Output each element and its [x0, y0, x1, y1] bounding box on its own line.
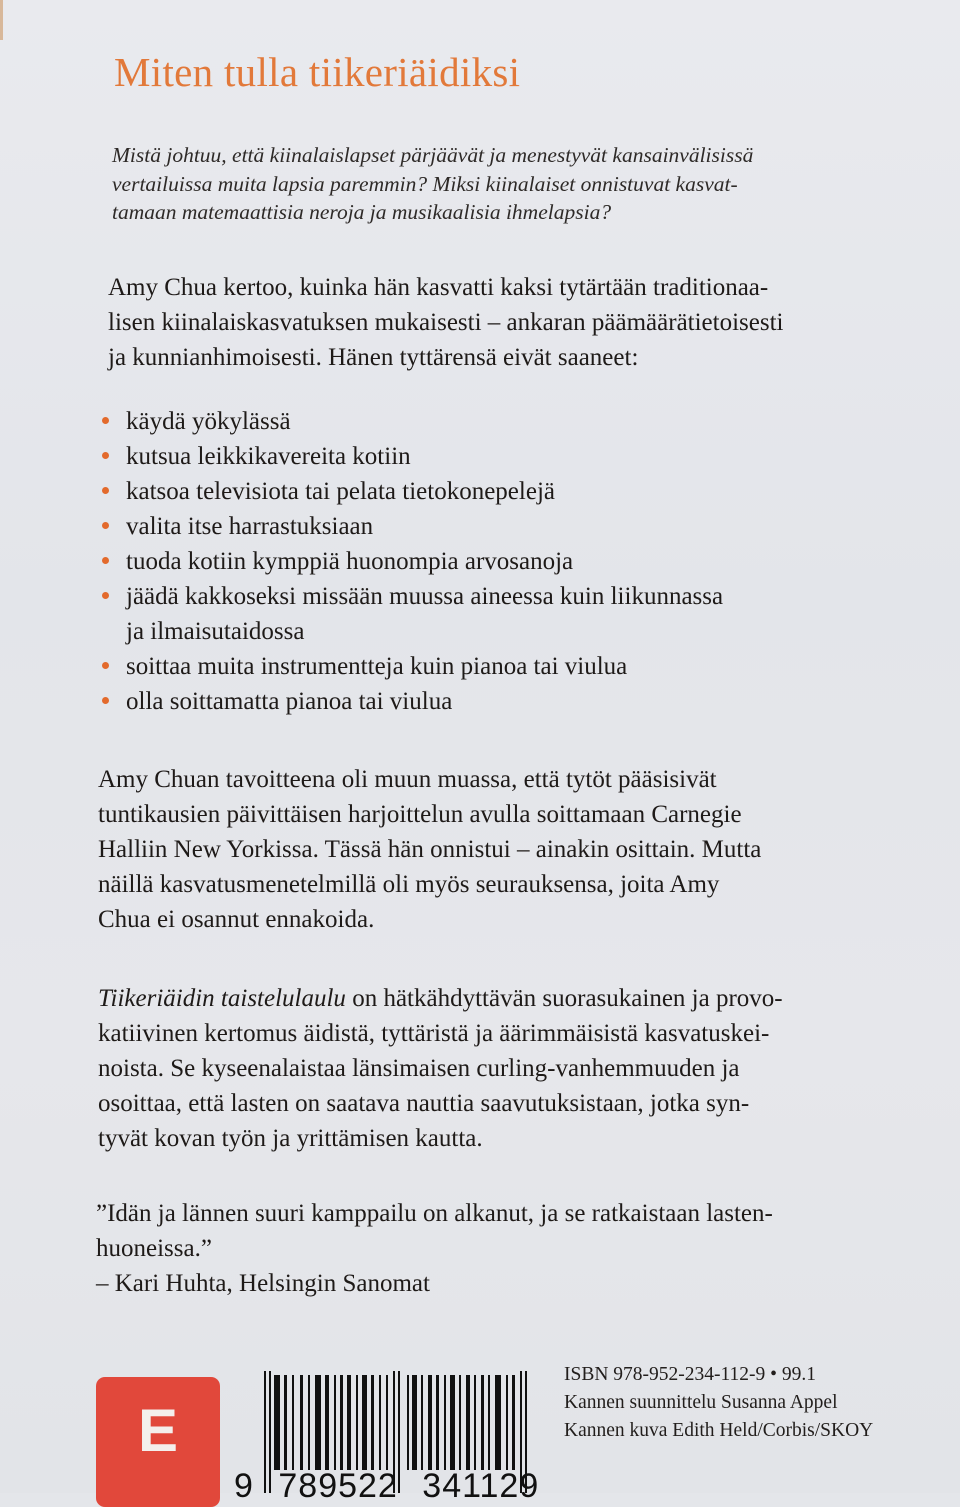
bullet-dot-icon — [102, 592, 109, 599]
quote-attribution: – Kari Huhta, Helsingin Sanomat — [96, 1270, 430, 1297]
bullet-dot-icon — [102, 522, 109, 529]
quote-line: huoneissa.” — [96, 1235, 212, 1262]
list-item-text: jäädä kakkoseksi missään muussa aineessa kuin liikunnassa — [126, 583, 724, 610]
barcode-first-digit: 9 — [234, 1467, 254, 1505]
list-item — [100, 474, 723, 509]
barcode-digits — [234, 1467, 539, 1506]
description-paragraph — [108, 270, 784, 375]
bullet-dot-icon — [102, 487, 109, 494]
quote-line: ”Idän ja lännen suuri kamppailu on alkanut, ja se ratkaistaan lasten- — [96, 1200, 773, 1227]
bullet-dot-icon — [102, 557, 109, 564]
bullet-dot-icon — [102, 697, 109, 704]
isbn-barcode — [234, 1371, 552, 1505]
bullet-dot-icon — [102, 417, 109, 424]
cover-design-credit: Kannen suunnittelu Susanna Appel — [564, 1392, 838, 1413]
paragraph-line: Chua ei osannut ennakoida. — [98, 906, 375, 933]
paragraph-line: näillä kasvatusmenetelmillä oli myös seurauksensa, joita Amy — [98, 871, 720, 898]
review-quote — [96, 1196, 773, 1301]
intro-line: tamaan matemaattisia neroja ja musikaalisia ihmelapsia? — [112, 200, 612, 224]
paragraph-line: Amy Chua kertoo, kuinka hän kasvatti kaksi tytärtään traditionaa- — [108, 274, 769, 301]
book-title: Tiikeriäidin taistelulaulu — [98, 985, 346, 1012]
list-item-text: käydä yökylässä — [126, 408, 291, 435]
list-item — [100, 579, 723, 649]
list-item-text: olla soittamatta pianoa tai viulua — [126, 688, 453, 715]
cover-edge — [0, 0, 3, 40]
bullet-dot-icon — [102, 452, 109, 459]
barcode-right-group: 341129 — [422, 1467, 540, 1505]
list-item-text: kutsua leikkikavereita kotiin — [126, 443, 411, 470]
paragraph-line: lisen kiinalaiskasvatuksen mukaisesti – ankaran päämäärätietoisesti — [108, 309, 784, 336]
paragraph-line: osoittaa, että lasten on saatava nauttia saavutuksistaan, jotka syn- — [98, 1090, 750, 1117]
list-item — [100, 404, 723, 439]
list-item-text: tuoda kotiin kymppiä huonompia arvosanoja — [126, 548, 574, 575]
list-item-continuation: ja ilmaisutaidossa — [126, 618, 305, 645]
list-item-text: katsoa televisiota tai pelata tietokonepelejä — [126, 478, 555, 505]
list-item — [100, 439, 723, 474]
paragraph-text: on hätkähdyttävän suorasukainen ja provo- — [345, 985, 783, 1012]
goal-paragraph — [98, 762, 761, 937]
summary-paragraph — [98, 981, 783, 1156]
list-item — [100, 649, 723, 684]
isbn-text: ISBN 978-952-234-112-9 • 99.1 — [564, 1364, 817, 1385]
cover-image-credit: Kannen kuva Edith Held/Corbis/SKOY — [564, 1420, 874, 1441]
intro-line: Mistä johtuu, että kiinalaislapset pärjäävät ja menestyvät kansainvälisissä — [112, 143, 754, 167]
list-item — [100, 509, 723, 544]
paragraph-line: noista. Se kyseenalaistaa länsimaisen curling-vanhemmuuden ja — [98, 1055, 740, 1082]
intro-line: vertailuissa muita lapsia paremmin? Miksi kiinalaiset onnistuvat kasvat- — [112, 171, 738, 196]
list-item-text: soittaa muita instrumentteja kuin pianoa tai viulua — [126, 653, 628, 680]
publisher-logo-letter: E — [137, 1397, 179, 1464]
intro-paragraph — [112, 141, 912, 227]
paragraph-line: tuntikausien päivittäisen harjoittelun avulla soittamaan Carnegie — [98, 801, 742, 828]
paragraph-line — [98, 981, 783, 1016]
publisher-logo — [96, 1377, 220, 1507]
prohibited-activities-list — [100, 404, 723, 719]
barcode-left-group: 789522 — [278, 1467, 398, 1505]
paragraph-line: tyvät kovan työn ja yrittämisen kautta. — [98, 1125, 483, 1152]
paragraph-line: Amy Chuan tavoitteena oli muun muassa, että tytöt pääsisivät — [98, 766, 717, 793]
list-item — [100, 684, 723, 719]
credits-block — [564, 1361, 873, 1445]
page-title: Miten tulla tiikeriäidiksi — [114, 49, 521, 95]
paragraph-line: Halliin New Yorkissa. Tässä hän onnistui – ainakin osittain. Mutta — [98, 836, 762, 863]
paragraph-line: ja kunnianhimoisesti. Hänen tyttärensä eivät saaneet: — [108, 344, 639, 371]
list-item-text: valita itse harrastuksiaan — [126, 513, 374, 540]
list-item — [100, 544, 723, 579]
bullet-dot-icon — [102, 662, 109, 669]
paragraph-line: katiivinen kertomus äidistä, tyttäristä ja äärimmäisistä kasvatuskei- — [98, 1020, 770, 1047]
